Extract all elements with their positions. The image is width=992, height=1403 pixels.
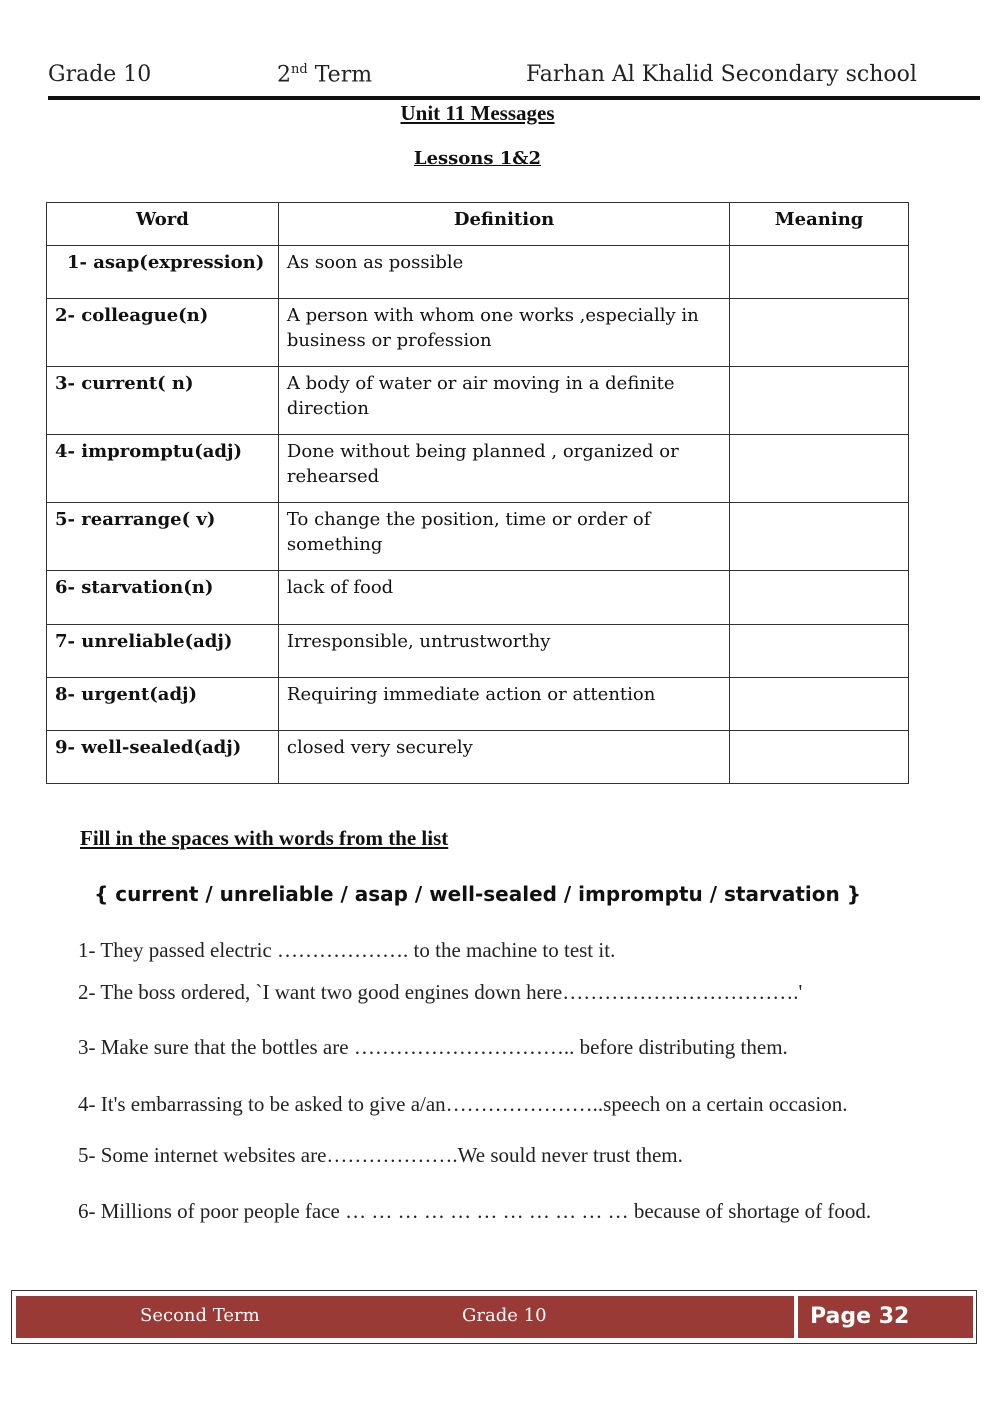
table-row xyxy=(47,435,909,503)
definition-cell: Done without being planned , organized or rehearsed xyxy=(278,435,729,503)
exercise-sentence: 2- The boss ordered, `I want two good engines down here…………………………….' xyxy=(78,980,803,1004)
table-row xyxy=(47,571,909,625)
header-term-word: Term xyxy=(314,62,373,88)
definition-cell: Requiring immediate action or attention xyxy=(278,678,729,731)
word-cell: 7- unreliable(adj) xyxy=(47,625,279,678)
page-number: Page 32 xyxy=(798,1296,973,1338)
definition-cell: To change the position, time or order of something xyxy=(278,503,729,571)
header-divider xyxy=(48,96,980,100)
meaning-cell[interactable] xyxy=(730,731,909,784)
table-row xyxy=(47,678,909,731)
table-row xyxy=(47,625,909,678)
word-cell: 3- current( n) xyxy=(47,367,279,435)
meaning-cell[interactable] xyxy=(730,246,909,299)
exercise-sentence: 3- Make sure that the bottles are ………………………….. before distributing them. xyxy=(78,1035,788,1059)
meaning-cell[interactable] xyxy=(730,503,909,571)
exercise-sentence: 1- They passed electric ………………. to the machine to test it. xyxy=(78,938,616,962)
header-meaning: Meaning xyxy=(730,203,909,246)
word-cell: 8- urgent(adj) xyxy=(47,678,279,731)
meaning-cell[interactable] xyxy=(730,299,909,367)
vocabulary-table xyxy=(46,202,909,784)
word-list: { current / unreliable / asap / well-sealed / impromptu / starvation } xyxy=(94,882,861,906)
unit-title: Unit 11 Messages xyxy=(400,101,555,125)
meaning-cell[interactable] xyxy=(730,625,909,678)
header-school: Farhan Al Khalid Secondary school xyxy=(526,62,917,87)
word-cell: 6- starvation(n) xyxy=(47,571,279,625)
table-row xyxy=(47,246,909,299)
word-cell: 9- well-sealed(adj) xyxy=(47,731,279,784)
word-cell: 2- colleague(n) xyxy=(47,299,279,367)
table-header-row xyxy=(47,203,909,246)
table-row xyxy=(47,367,909,435)
word-cell: 4- impromptu(adj) xyxy=(47,435,279,503)
exercise-sentence: 4- It's embarrassing to be asked to give a/an…………………..speech on a certain occasion. xyxy=(78,1092,848,1116)
meaning-cell[interactable] xyxy=(730,571,909,625)
table-row xyxy=(47,503,909,571)
meaning-cell[interactable] xyxy=(730,678,909,731)
meaning-cell[interactable] xyxy=(730,435,909,503)
footer-bar xyxy=(16,1296,794,1338)
header-term-num: 2 xyxy=(277,62,291,88)
definition-cell: lack of food xyxy=(278,571,729,625)
definition-cell: A person with whom one works ,especially in business or profession xyxy=(278,299,729,367)
page-header xyxy=(48,62,980,94)
definition-cell: closed very securely xyxy=(278,731,729,784)
definition-cell: Irresponsible, untrustworthy xyxy=(278,625,729,678)
header-grade: Grade 10 xyxy=(48,62,152,87)
header-definition: Definition xyxy=(278,203,729,246)
footer-term: Second Term xyxy=(140,1305,260,1326)
exercise-title: Fill in the spaces with words from the list xyxy=(80,826,449,850)
word-cell: 1- asap(expression) xyxy=(47,246,279,299)
table-row xyxy=(47,299,909,367)
header-term xyxy=(277,62,372,87)
footer-grade: Grade 10 xyxy=(462,1305,547,1326)
definition-cell: A body of water or air moving in a definite direction xyxy=(278,367,729,435)
word-cell: 5- rearrange( v) xyxy=(47,503,279,571)
header-word: Word xyxy=(47,203,279,246)
lessons-title: Lessons 1&2 xyxy=(413,148,542,169)
header-term-sup: nd xyxy=(291,62,308,77)
exercise-sentence: 6- Millions of poor people face … … … … … … … … … … … because of shortage of food. xyxy=(78,1199,872,1223)
meaning-cell[interactable] xyxy=(730,367,909,435)
exercise-sentence: 5- Some internet websites are……………….We sould never trust them. xyxy=(78,1143,683,1167)
definition-cell: As soon as possible xyxy=(278,246,729,299)
table-row xyxy=(47,731,909,784)
